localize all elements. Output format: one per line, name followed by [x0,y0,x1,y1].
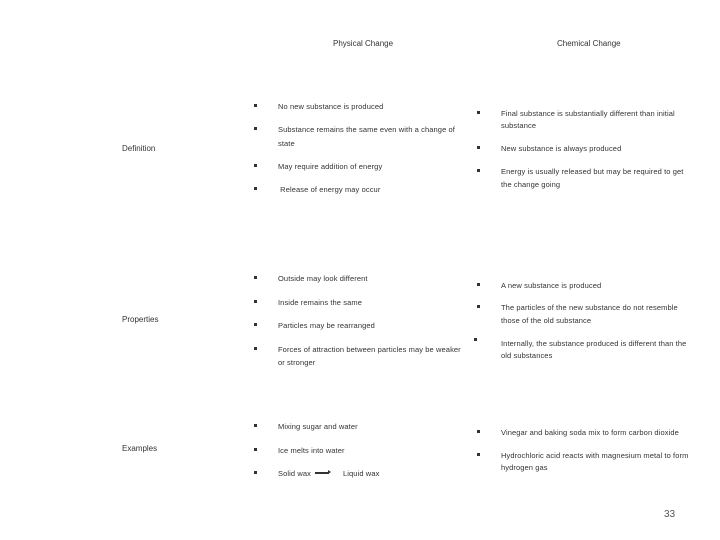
chemical-properties-item-continued: those of the old substance [501,316,592,325]
bullet-icon [477,305,480,308]
bullet-icon [477,453,480,456]
physical-properties-item: Outside may look different [278,271,368,286]
bullet-icon [254,347,257,350]
physical-definition-item-continued: state [278,139,295,148]
bullet-icon [254,127,257,130]
chemical-definition-item-continued: the change going [501,180,561,189]
row-label-examples: Examples [122,444,158,453]
chemical-examples-item: Hydrochloric acid reacts with magnesium metal to form [501,448,688,463]
bullet-icon [254,187,257,190]
bullet-icon [254,164,257,167]
chemical-definition-item: New substance is always produced [501,141,621,156]
physical-definition-item: Release of energy may occur [278,182,380,197]
bullet-icon [477,283,480,286]
row-label-definition: Definition [122,144,156,153]
bullet-icon [254,323,257,326]
header-physical-change: Physical Change [333,39,394,48]
physical-definition-item: May require addition of energy [278,159,382,174]
row-label-properties: Properties [122,315,159,324]
chemical-definition-item: Final substance is substantially different than initial [501,106,675,121]
bullet-icon [477,146,480,149]
bullet-icon [477,430,480,433]
bullet-icon [254,424,257,427]
page-number: 33 [664,509,676,520]
bullet-icon [254,104,257,107]
physical-properties-item-continued: or stronger [278,358,316,367]
bullet-icon [477,111,480,114]
chemical-examples-item-continued: hydrogen gas [501,463,548,472]
physical-definition-item: Substance remains the same even with a change of [278,122,455,137]
chemical-properties-item: A new substance is produced [501,278,601,293]
chemical-definition-item: Energy is usually released but may be required to get [501,164,683,179]
chemical-properties-item: The particles of the new substance do not resemble [501,300,678,315]
bullet-icon [477,169,480,172]
bullet-icon [254,276,257,279]
chemical-properties-item-continued: old substances [501,351,553,360]
physical-properties-item: Forces of attraction between particles may be weaker [278,342,461,357]
bullet-icon [474,338,477,341]
chemical-examples-item: Vinegar and baking soda mix to form carbon dioxide [501,425,679,440]
bullet-icon [254,300,257,303]
physical-examples-item: Ice melts into water [278,443,345,458]
bullet-icon [254,448,257,451]
chemical-properties-item: Internally, the substance produced is different than the [501,336,686,351]
physical-definition-item: No new substance is produced [278,99,383,114]
chemical-definition-item-continued: substance [501,121,537,130]
bullet-icon [254,471,257,474]
physical-properties-item: Inside remains the same [278,295,362,310]
physical-examples-item: Solid wax Liquid wax [278,466,379,481]
header-chemical-change: Chemical Change [557,39,621,48]
physical-properties-item: Particles may be rearranged [278,318,375,333]
arrow-right-icon [315,472,329,473]
physical-examples-item: Mixing sugar and water [278,419,358,434]
